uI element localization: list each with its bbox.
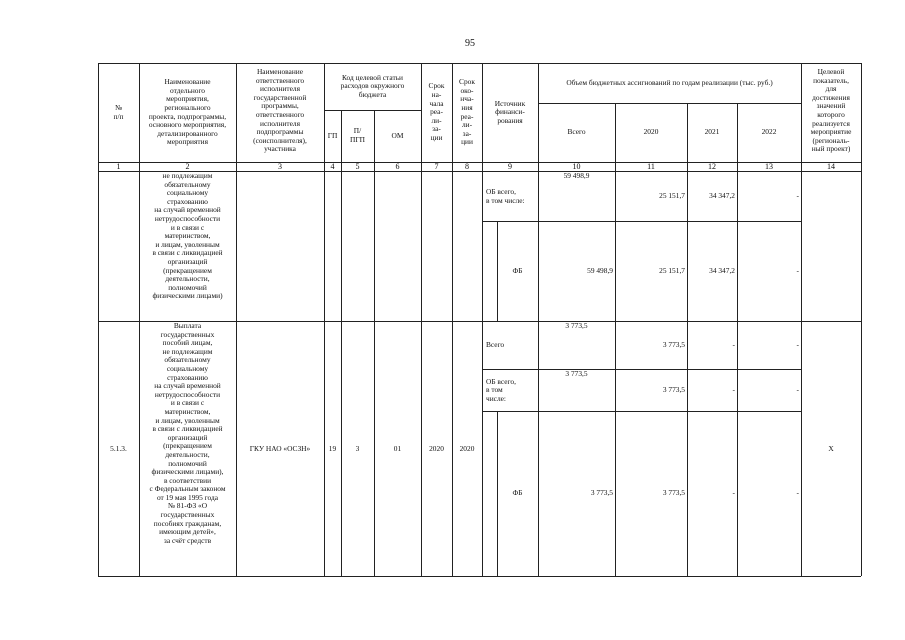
row2-ob-2020: 3 773,5 — [662, 385, 685, 395]
row2-ob-2022: - — [796, 385, 799, 395]
column-number: 1 — [116, 162, 121, 171]
total-header: Всего — [567, 127, 586, 137]
column-number: 11 — [647, 162, 655, 171]
target-header: Целевой показатель, для достижения значений которого реализуется мероприятие (региональ- ный проект) — [810, 67, 852, 154]
code-group-header: Код целевой статьи расходов окружного бюджета — [340, 72, 405, 99]
row1-fb-2021: 34 347,2 — [709, 265, 735, 275]
column-rule — [538, 63, 539, 576]
row1-ob-2021: 34 347,2 — [709, 191, 735, 201]
column-rule — [737, 103, 738, 576]
col2-header: Наименование отдельного мероприятия, регионального проекта, подпрограммы, основного мероприятия, детализированного мероприятия — [148, 77, 227, 147]
row2-fb-total: 3 773,5 — [590, 488, 613, 498]
column-number: 13 — [765, 162, 773, 171]
col3-header: Наименование ответственного исполнителя государственной программы, ответственного исполнителя подпрограммы (соисполнителя), участника — [253, 67, 307, 154]
row1-fb-source: ФБ — [512, 265, 523, 275]
row2-name: Выплата государственных пособий лицам, не подлежащим обязательному социальному страхованию на случай временной нетрудоспособности и в связи с материнством, и лицам, уволенным в связи с ликвидацией организаций (прекращением деятельности, полномочий физическими лицами), в соответствии с Федеральным законом от 19 мая 1995 года № 81-ФЗ «О государственных пособиях гражданам, имеющим детей», за счёт средств — [149, 321, 226, 545]
table-right-border — [861, 63, 862, 576]
row2-fb-2020: 3 773,5 — [662, 488, 685, 498]
column-rule — [615, 103, 616, 576]
column-rule — [482, 63, 483, 576]
row2-all-2021: - — [732, 340, 735, 350]
y2022-header: 2022 — [761, 127, 777, 137]
column-number: 2 — [185, 162, 190, 171]
row2-om: 01 — [393, 443, 402, 453]
row2-ob-2021: - — [732, 385, 735, 395]
row2-fb-2021: - — [732, 488, 735, 498]
start-header: Срок на- чала реа- ли- за- ции — [428, 81, 445, 142]
row2-executor: ГКУ НАО «ОСЗН» — [249, 443, 311, 453]
col1-header: № п/п — [113, 102, 124, 121]
row2-all-source: Всего — [486, 340, 505, 350]
column-number: 4 — [330, 162, 335, 171]
column-number: 12 — [708, 162, 716, 171]
row2-number: 5.1.3. — [110, 443, 127, 453]
column-number: 14 — [827, 162, 835, 171]
column-number: 7 — [434, 162, 439, 171]
row1-ob-total: 59 498,9 — [563, 171, 590, 180]
om-header: ОМ — [391, 130, 404, 140]
row1-ob-2022: - — [796, 191, 799, 201]
row1-name: не подлежащим обязательному социальному страхованию на случай временной нетрудоспособности и в связи с материнством, и лицам, уволенным в связи с ликвидацией организаций (прекращением деятельности, полномочий физическими лицами) — [152, 171, 223, 301]
column-number: 3 — [278, 162, 282, 171]
column-rule — [341, 110, 342, 576]
column-number: 9 — [508, 162, 512, 171]
row1-fb-2020: 25 151,7 — [659, 265, 685, 275]
row2-fb-source: ФБ — [512, 488, 523, 498]
row2-all-2020: 3 773,5 — [662, 340, 685, 350]
sub-column-rule — [497, 221, 498, 321]
row1-ob-source: ОБ всего, в том числе: — [486, 186, 525, 205]
page-number: 95 — [465, 38, 475, 49]
column-number: 5 — [355, 162, 360, 171]
column-rule — [139, 63, 140, 576]
y2020-header: 2020 — [643, 127, 659, 137]
row2-ob-source: ОБ всего, в том числе: — [486, 376, 516, 403]
y2021-header: 2021 — [704, 127, 720, 137]
gp-header: ГП — [327, 130, 338, 140]
column-rule — [374, 110, 375, 576]
column-rule — [452, 63, 453, 576]
column-number: 8 — [465, 162, 469, 171]
row2-all-total: 3 773,5 — [565, 321, 588, 330]
pgp-header: П/ ПГП — [350, 126, 365, 144]
column-number: 6 — [395, 162, 400, 171]
row2-start: 2020 — [429, 443, 444, 453]
volume-group-header: Объем бюджетных ассигнований по годам реализации (тыс. руб.) — [566, 77, 773, 87]
column-rule — [236, 63, 237, 576]
column-rule — [687, 103, 688, 576]
column-rule — [324, 63, 325, 576]
table-left-border — [98, 63, 99, 576]
row2-gp: 19 — [328, 443, 337, 453]
row1-fb-2022: - — [796, 265, 799, 275]
source-header: Источник финанси- рования — [494, 98, 526, 125]
row1-fb-total: 59 498,9 — [587, 265, 613, 275]
end-header: Срок око- нча- ния реа- ли- за- ции — [459, 77, 475, 147]
row2-fb-2022: - — [796, 488, 799, 498]
table-bottom-border — [98, 576, 861, 577]
sub-column-rule — [497, 411, 498, 576]
row2-pgp: 3 — [355, 443, 360, 453]
column-number: 10 — [572, 162, 581, 171]
column-rule — [801, 63, 802, 576]
column-rule — [421, 63, 422, 576]
row2-ob-total: 3 773,5 — [565, 369, 588, 378]
row2-end: 2020 — [459, 443, 475, 453]
row2-target: Х — [828, 443, 834, 453]
row2-all-2022: - — [796, 340, 799, 350]
row1-ob-2020: 25 151,7 — [659, 191, 685, 201]
